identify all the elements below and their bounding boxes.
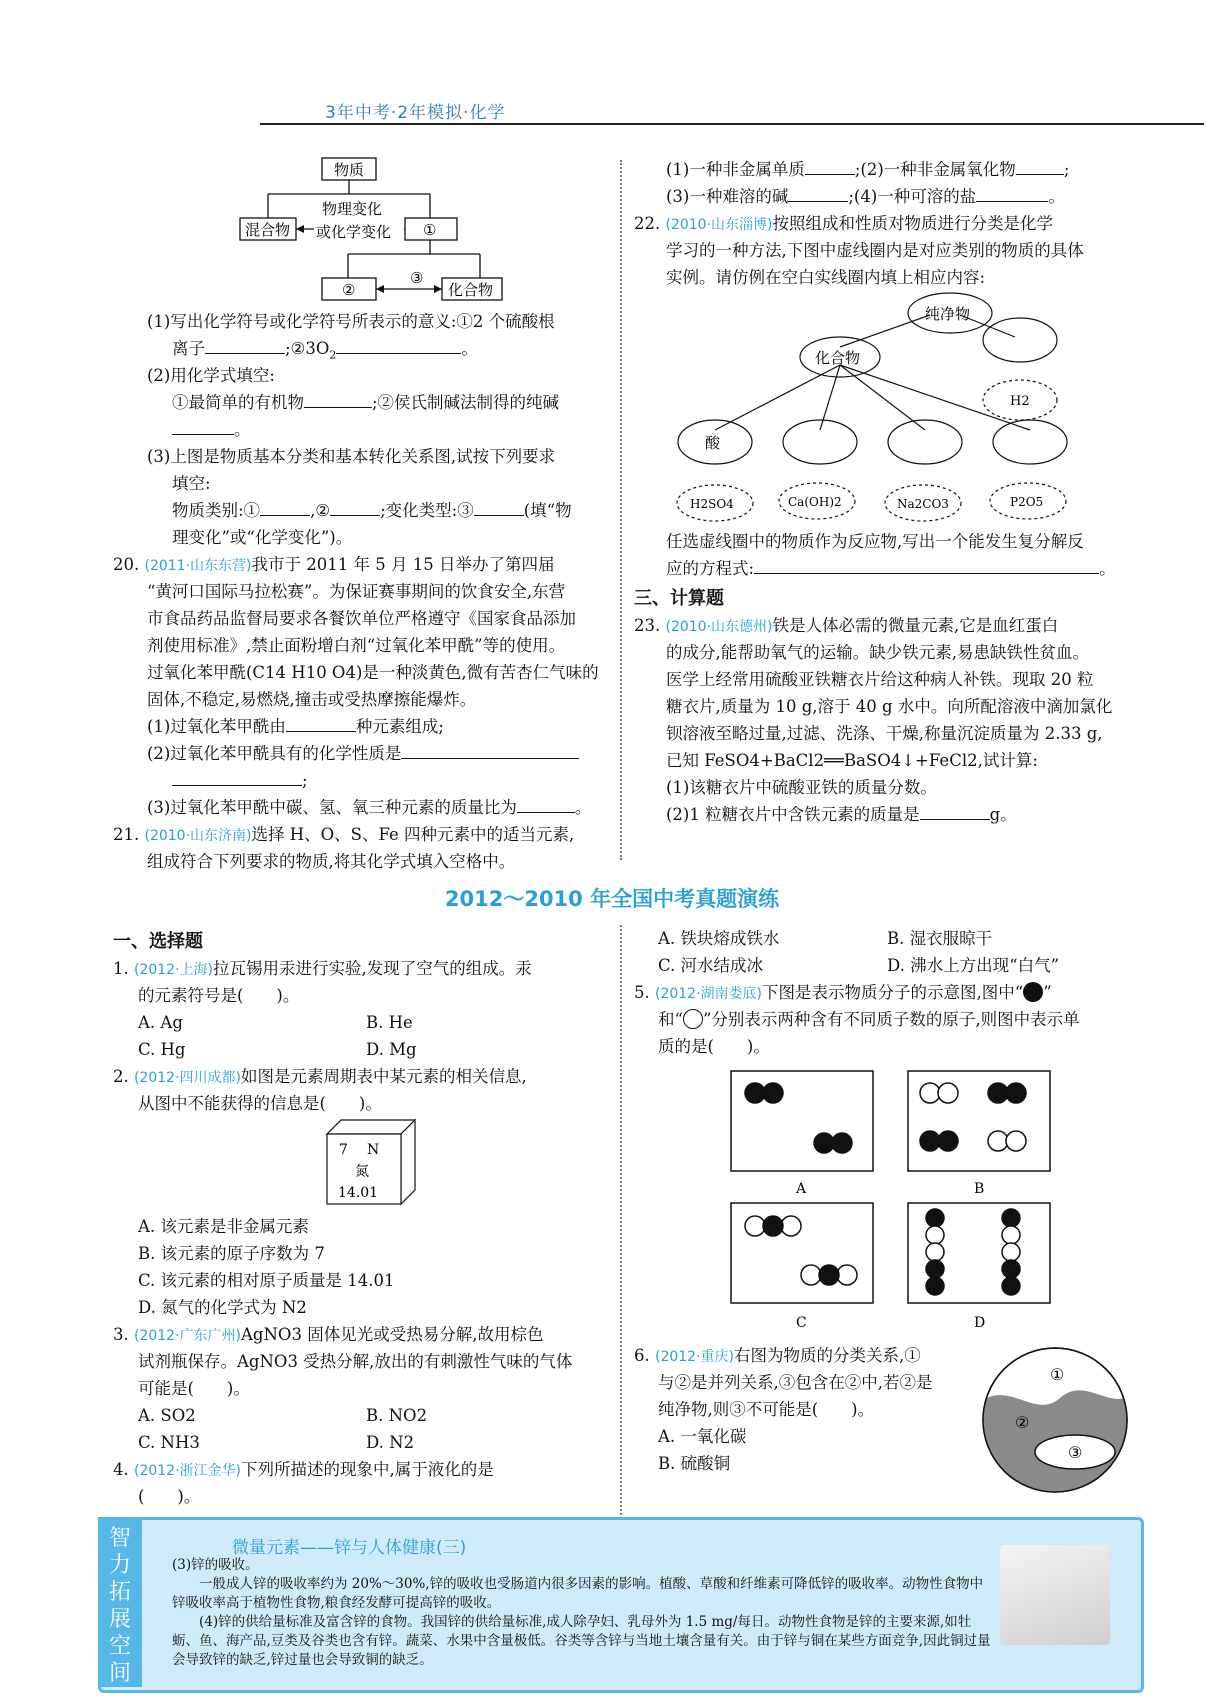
- circle-label-3: ③: [1068, 1443, 1083, 1462]
- q4-option-a: A. 铁块熔成铁水: [658, 929, 780, 948]
- q20-line: 市食品药品监督局要求各餐饮单位严格遵守《国家食品添加: [147, 609, 576, 628]
- q3-line: 试剂瓶保存。AgNO3 受热分解,放出的有刺激性气味的气体: [138, 1352, 573, 1371]
- q21-line: (3)一种难溶的碱 ;(4)一种可溶的盐 。: [666, 187, 1065, 206]
- node-pure-substance: 纯净物: [925, 305, 971, 323]
- extension-title: 微量元素——锌与人体健康(三): [232, 1538, 467, 1558]
- q20-line: 剂使用标准》,禁止面粉增白剂“过氧化苯甲酰”等的使用。: [147, 636, 566, 655]
- q5-line: 质的是( )。: [658, 1037, 770, 1056]
- section-title: 2012～2010 年全国中考真题演练: [444, 887, 780, 911]
- classification-diagram: [230, 150, 530, 305]
- q22-line: 22. (2010·山东淄博)按照组成和性质对物质进行分类是化学: [634, 214, 1054, 233]
- q2-option-c: C. 该元素的相对原子质量是 14.01: [138, 1271, 395, 1290]
- box-mixture: 混合物: [245, 221, 291, 239]
- q1-option-d: D. Mg: [366, 1040, 417, 1059]
- box-2: ②: [342, 281, 356, 299]
- q3-option-b: B. NO2: [366, 1406, 428, 1425]
- q2-line: 2. (2012·四川成都)如图是元素周期表中某元素的相关信息,: [113, 1067, 527, 1086]
- header-title: 3年中考·2年模拟·化学: [325, 103, 506, 123]
- q4-option-b: B. 湿衣服晾干: [887, 929, 993, 948]
- q23-line: 医学上经常用硫酸亚铁糖衣片给这种病人补铁。现取 20 粒: [666, 670, 1094, 689]
- atomic-number: 7: [339, 1142, 348, 1158]
- column-divider: [620, 160, 622, 860]
- q19-line: 理变化”或“化学变化”)。: [172, 528, 353, 547]
- element-name: 氮: [355, 1164, 369, 1180]
- q2-option-d: D. 氮气的化学式为 N2: [138, 1298, 307, 1317]
- black-atom-icon: [1023, 982, 1043, 1002]
- q21-line: 组成符合下列要求的物质,将其化学式填入空格中。: [147, 852, 516, 871]
- q20-line: (2)过氧化苯甲酰具有的化学性质是: [147, 740, 579, 767]
- q3-option-d: D. N2: [366, 1433, 415, 1452]
- q23-line: 糖衣片,质量为 10 g,溶于 40 g 水中。向所配溶液中滴加氯化: [666, 697, 1113, 716]
- q22-line: 任选虚线圈中的物质作为反应物,写出一个能发生复分解反: [666, 532, 1084, 551]
- extension-body: (3)锌的吸收。 一般成人锌的吸收率约为 20%～30%,锌的吸收也受肠道内很多因素的影响。植酸、草酸和纤维素可降低锌的吸收率。动物性食物中锌吸收率高于植物性食物,粮食经发酵可提高锌的吸收。 (4)锌的供给量标准及富含锌的食物。我国锌的供给量标准,成人除孕妇、乳母外为 1.5 mg/每日。动物性食物是锌的主要来源,如牡蛎、鱼、海产品,豆类及谷类也含有锌。蔬菜、水果中含量极低。谷类等含锌与当地土壤含量有关。由于锌与铜在某些方面竞争,因此铜过量会导致锌的缺乏,锌过量也会导致铜的缺乏。: [172, 1557, 991, 1668]
- box-compound: 化合物: [448, 281, 494, 299]
- node-compound: 化合物: [815, 349, 861, 367]
- q3-line: 可能是( )。: [138, 1379, 250, 1398]
- label-b: B: [974, 1181, 985, 1197]
- q4-line: ( )。: [138, 1487, 201, 1506]
- arrow-label-1: 物理变化: [322, 200, 383, 218]
- q1-option-b: B. He: [366, 1013, 413, 1032]
- label-c: C: [796, 1315, 807, 1331]
- q4-option-c: C. 河水结成冰: [658, 956, 764, 975]
- q23-line: 23. (2010·山东德州)铁是人体必需的微量元素,它是血红蛋白: [634, 616, 1059, 635]
- q23-line: 已知 FeSO4+BaCl2══BaSO4↓+FeCl2,试计算:: [666, 751, 1038, 770]
- box-1: ①: [423, 221, 437, 239]
- q6-line: 6. (2012·重庆)右图为物质的分类关系,①: [634, 1346, 921, 1365]
- box-substance: 物质: [334, 161, 365, 179]
- q3-line: 3. (2012·广东广州)AgNO3 固体见光或受热易分解,故用棕色: [113, 1325, 544, 1344]
- circle-label-1: ①: [1050, 1365, 1065, 1384]
- q19-line: 。: [172, 416, 251, 443]
- q20-line: 20. (2011·山东东营)我市于 2011 年 5 月 15 日举办了第四届: [113, 555, 555, 574]
- q5-line: 5. (2012·湖南娄底)下图是表示物质分子的示意图,图中“ ”: [634, 983, 1052, 1002]
- q20-line: “黄河口国际马拉松赛”。为保证赛事期间的饮食安全,东营: [147, 582, 566, 601]
- q19-line: (1)写出化学符号或化学符号所表示的意义:①2 个硫酸根: [147, 312, 555, 331]
- atomic-mass: 14.01: [338, 1185, 379, 1201]
- q3-option-a: A. SO2: [138, 1406, 196, 1425]
- q5-line: 和“ ”分别表示两种含有不同质子数的原子,则图中表示单: [658, 1010, 1080, 1029]
- child-photo: [1000, 1545, 1110, 1645]
- q1-option-c: C. Hg: [138, 1040, 186, 1059]
- arrow-3: ③: [410, 269, 424, 287]
- section-heading: 一、选择题: [113, 931, 203, 952]
- node-acid: 酸: [705, 434, 721, 452]
- q1-option-a: A. Ag: [138, 1013, 183, 1032]
- q2-option-a: A. 该元素是非金属元素: [138, 1217, 309, 1236]
- section-heading: 三、计算题: [634, 588, 724, 609]
- extension-side-label: 智 力 拓 展 空 间: [108, 1526, 131, 1686]
- circle-label-2: ②: [1015, 1413, 1030, 1432]
- example-p2o5: P2O5: [1010, 495, 1044, 509]
- example-na2co3: Na2CO3: [897, 497, 949, 511]
- q19-line: ①最简单的有机物 ;②侯氏制碱法制得的纯碱: [172, 393, 560, 412]
- classification-circle: [980, 1340, 1130, 1500]
- q23-line: 钡溶液至略过量,过滤、洗涤、干燥,称量沉淀质量为 2.33 g,: [666, 724, 1103, 743]
- q19-line: (2)用化学式填空:: [147, 366, 275, 385]
- q2-option-b: B. 该元素的原子序数为 7: [138, 1244, 325, 1263]
- q20-line: (1)过氧化苯甲酰由 种元素组成;: [147, 717, 444, 736]
- q19-line: 物质类别:① ,② ;变化类型:③ (填“物: [172, 501, 572, 520]
- q3-option-c: C. NH3: [138, 1433, 200, 1452]
- q22-line: 实例。请仿例在空白实线圈内填上相应内容:: [666, 268, 986, 287]
- label-d: D: [974, 1315, 986, 1331]
- label-a: A: [796, 1181, 807, 1197]
- element-cube: [325, 1118, 420, 1208]
- example-h2: H2: [1010, 394, 1030, 409]
- q1-line: 1. (2012·上海)拉瓦锡用汞进行实验,发现了空气的组成。汞: [113, 959, 532, 978]
- q20-line: 固体,不稳定,易燃烧,撞击或受热摩擦能爆炸。: [147, 690, 477, 709]
- q22-line: 学习的一种方法,下图中虚线圈内是对应类别的物质的具体: [666, 241, 1084, 260]
- q19-line: 离子 $;②3O_2$ 。: [172, 339, 478, 362]
- example-caoh2: Ca(OH)2: [788, 495, 842, 509]
- white-atom-icon: [683, 1009, 703, 1029]
- classification-tree: [660, 285, 1080, 525]
- arrow-label-2: 或化学变化: [316, 223, 392, 241]
- q20-line: (3)过氧化苯甲酰中碳、氢、氧三种元素的质量比为 。: [147, 798, 592, 817]
- q2-line: 从图中不能获得的信息是( )。: [138, 1094, 382, 1113]
- q4-option-d: D. 沸水上方出现“白气”: [887, 956, 1060, 975]
- q20-line: ;: [172, 767, 308, 794]
- header-rule: [260, 123, 1204, 125]
- q23-line: (1)该糖衣片中硫酸亚铁的质量分数。: [666, 778, 937, 797]
- example-h2so4: H2SO4: [690, 497, 734, 511]
- q23-line: 的成分,能帮助氧气的运输。缺少铁元素,易患缺铁性贫血。: [666, 643, 1089, 662]
- column-divider: [620, 925, 622, 1515]
- q22-line: 应的方程式: 。: [666, 559, 1116, 578]
- q6-option-b: B. 硫酸铜: [658, 1454, 731, 1473]
- q6-line: 与②是并列关系,③包含在②中,若②是: [658, 1373, 933, 1392]
- q4-line: 4. (2012·浙江金华)下列所描述的现象中,属于液化的是: [113, 1460, 494, 1479]
- molecule-figure: [728, 1063, 1058, 1343]
- q21-line: (1)一种非金属单质 ;(2)一种非金属氧化物 ;: [666, 160, 1070, 179]
- q20-line: 过氧化苯甲酰(C14 H10 O4)是一种淡黄色,微有苦杏仁气味的: [147, 663, 599, 682]
- q6-line: 纯净物,则③不可能是( )。: [658, 1400, 875, 1419]
- q23-line: (2)1 粒糖衣片中含铁元素的质量是 g。: [666, 805, 1017, 824]
- q21-line: 21. (2010·山东济南)选择 H、O、S、Fe 四种元素中的适当元素,: [113, 825, 575, 844]
- q6-option-a: A. 一氧化碳: [658, 1427, 747, 1446]
- q1-line: 的元素符号是( )。: [138, 986, 300, 1005]
- q19-line: 填空:: [172, 474, 211, 493]
- element-symbol: N: [367, 1142, 380, 1158]
- q19-line: (3)上图是物质基本分类和基本转化关系图,试按下列要求: [147, 447, 556, 466]
